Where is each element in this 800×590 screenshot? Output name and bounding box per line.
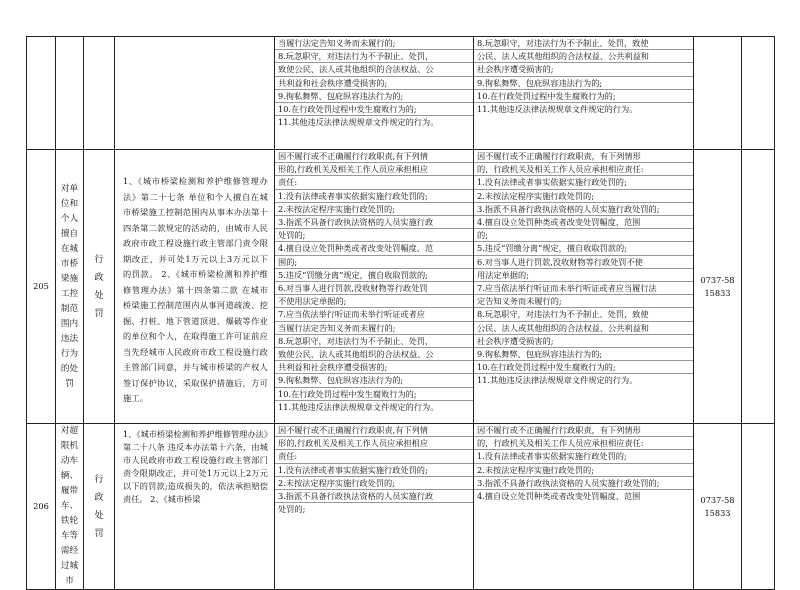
responsibility-line: 8.玩忽职守，对违法行为不予制止、处罚， xyxy=(275,50,473,63)
responsibility-line: 共利益和社会秩序遭受损害的; xyxy=(275,77,473,90)
legal-basis xyxy=(115,37,275,150)
row-number: 205 xyxy=(27,150,56,424)
accountability-line: 因不履行或不正确履行行政职责，有下列情形 xyxy=(474,424,693,437)
accountability-line: 8.玩忽职守，对违法行为不予制止、处罚，致使 xyxy=(474,37,693,50)
responsibility-line: 2.未按法定程序实施行政处罚的; xyxy=(275,477,473,490)
accountability-line: 因不履行或不正确履行行政职责，有下列情形 xyxy=(474,150,693,163)
item-type-text: 行政处罚 xyxy=(94,254,104,319)
responsibility-line: 处罚的; xyxy=(275,229,473,242)
item-type-text: 行政处罚 xyxy=(94,474,104,539)
contact-phone: 0737-58 15833 xyxy=(694,424,742,590)
responsibility-line: 5.违反“罚缴分离”规定，擅自收取罚款的; xyxy=(275,269,473,282)
accountability-line: 2.未按法定程序实施行政处罚的; xyxy=(474,190,693,203)
accountability-line: 定告知义务而未履行的; xyxy=(474,295,693,308)
accountability-line: 11.其他违反法律法规规章文件规定的行为。 xyxy=(477,104,638,115)
accountability-line: 3.指派不具备行政执法资格的人员实施行政处罚的; xyxy=(474,203,693,216)
responsibility-line: 责任: xyxy=(275,176,473,189)
accountability-line: 1.没有法律或者事实依据实施行政处罚的; xyxy=(474,450,693,463)
responsibility-line: 4.擅自设立处罚种类或者改变处罚幅度、范 xyxy=(275,242,473,255)
responsibility-line: 8.玩忽职守，对违法行为不予制止、处罚， xyxy=(275,335,473,348)
accountability-line: 公民、法人或其他组织的合法权益、公共利益和 xyxy=(474,50,693,63)
accountability-line: 的，行政机关及相关工作人员应承担相应责任: xyxy=(474,163,693,176)
accountability-line: 社会秩序遭受损害的; xyxy=(474,63,693,76)
responsibility-line: 致使公民、法人或其他组织的合法权益、公 xyxy=(275,63,473,76)
responsibility-line: 处罚的; xyxy=(278,504,306,515)
accountability-line: 的; xyxy=(474,229,693,242)
item-type xyxy=(84,150,115,424)
accountability-line: 8.玩忽职守，对违法行为不予制止、处罚，致使 xyxy=(474,308,693,321)
responsibility-line: 6.对当事人进行罚款,没收财物等行政处罚 xyxy=(275,282,473,295)
accountability-line: 2.未按法定程序实施行政处罚的; xyxy=(474,464,693,477)
accountability-line: 社会秩序遭受损害的; xyxy=(474,335,693,348)
accountability-line: 的，行政机关及相关工作人员应承担相应责任: xyxy=(474,437,693,450)
table-row xyxy=(27,150,775,424)
responsibility-line: 形的,行政机关及相关工作人员应承担相应 xyxy=(275,437,473,450)
responsibility-line: 3.指派不具备行政执法资格的人员实施行政 xyxy=(275,490,473,503)
accountability-line: 7.应当依法举行听证而未举行听证或者应当履行法 xyxy=(474,282,693,295)
item-type xyxy=(84,37,115,150)
accountability-line: 10.在行政处罚过程中发生腐败行为的; xyxy=(474,361,693,374)
legal-basis-text xyxy=(115,37,274,61)
responsibility-line: 10.在行政处罚过程中发生腐败行为的; xyxy=(275,103,473,116)
responsibility-line: 3.指派不具备行政执法资格的人员实施行政 xyxy=(275,216,473,229)
contact-phone: 0737-58 15833 xyxy=(694,150,742,424)
responsibility-line: 责任: xyxy=(275,450,473,463)
table-row xyxy=(27,37,775,150)
responsibility-line: 2.未按法定程序实施行政处罚的; xyxy=(275,203,473,216)
remarks-cell xyxy=(742,37,775,150)
responsibility-cell xyxy=(275,150,474,424)
responsibility-cell xyxy=(275,37,474,150)
responsibility-line: 当履行法定告知义务而未履行的; xyxy=(275,322,473,335)
row-number xyxy=(27,37,56,150)
responsibility-line: 当履行法定告知义务而未履行的; xyxy=(275,37,473,50)
accountability-cell xyxy=(474,150,694,424)
responsibility-line: 形的,行政机关及相关工作人员应承担相应 xyxy=(275,163,473,176)
row-number: 206 xyxy=(27,424,56,590)
accountability-line: 1.没有法律或者事实依据实施行政处罚的; xyxy=(474,176,693,189)
responsibility-line: 共利益和社会秩序遭受损害的; xyxy=(275,361,473,374)
contact-phone xyxy=(694,37,742,150)
legal-basis-text: 1、《城市桥梁检测和养护维修管理办法》第二十八条 违反本办法第十六条，由城市人民政府市政工程设施行政主管部门责令限期改正，并可处1万元以上2万元以下的罚款;造成损失的，依法承担赔偿责任。 2、《城市桥梁 xyxy=(123,429,268,504)
accountability-line: 9.徇私舞弊、包庇纵容违法行为的; xyxy=(474,348,693,361)
responsibility-table xyxy=(26,36,775,590)
responsibility-line: 11.其他违反法律法规规章文件规定的行为。 xyxy=(278,117,439,128)
accountability-line: 4.擅自设立处罚种类或者改变处罚幅度、范围 xyxy=(477,491,641,502)
item-name: 对单位和个人擅自在城市桥梁施工控制范围内违法行为的处罚 xyxy=(56,150,84,424)
remarks-cell xyxy=(742,150,775,424)
accountability-line: 5.违反“罚缴分离”规定，擅自收取罚款的; xyxy=(474,242,693,255)
accountability-line: 9.徇私舞弊、包庇纵容违法行为的; xyxy=(474,77,693,90)
responsibility-line: 围的; xyxy=(275,256,473,269)
accountability-line: 10.在行政处罚过程中发生腐败行为的; xyxy=(474,90,693,103)
responsibility-line: 不使用法定单据的; xyxy=(275,295,473,308)
responsibility-line: 10.在行政处罚过程中发生腐败行为的; xyxy=(275,388,473,401)
responsibility-line: 致使公民、法人或其他组织的合法权益、公 xyxy=(275,348,473,361)
legal-basis xyxy=(115,150,275,424)
accountability-line: 11.其他违反法律法规规章文件规定的行为。 xyxy=(477,375,638,386)
item-name: 对超限机动车辆、履带车、铁轮车等需经过城市 xyxy=(56,424,84,590)
responsibility-line: 7.应当依法举行听证而未举行听证或者应 xyxy=(275,308,473,321)
accountability-line: 3.指派不具备行政执法资格的人员实施行政处罚的; xyxy=(474,477,693,490)
accountability-cell xyxy=(474,37,694,150)
accountability-line: 4.擅自设立处罚种类或者改变处罚幅度、范围 xyxy=(474,216,693,229)
accountability-line: 公民、法人或其他组织的合法权益、公共利益和 xyxy=(474,322,693,335)
responsibility-line: 因不履行或不正确履行行政职责,有下列情 xyxy=(275,150,473,163)
legal-basis-text: 1、《城市桥梁检测和养护维修管理办法》第二十七条 单位和个人擅自在城市桥梁施工控制范围内从事本办法第十四条第二款规定的活动的，由城市人民政府市政工程设施行政主管部门责令限期改正，并可处1万元以上3万元以下的罚款。 2、《城市桥梁检测和养护维修管理办法》第十四条第二款 在城市桥梁施工控制范围内从事河道疏浚、挖掘、打桩、地下管道顶进、爆破等作业的单位和个人，在取得施工许可证前应当先经城市人民政府市政工程设施行政主管部门同意，并与城市桥梁的产权人签订保护协议，采取保护措施后，方可施工。 xyxy=(123,176,268,403)
responsibility-line: 9.徇私舞弊、包庇纵容违法行为的; xyxy=(275,374,473,387)
responsibility-line: 1.没有法律或者事实依据实施行政处罚的; xyxy=(275,190,473,203)
accountability-line: 用法定单据的; xyxy=(474,269,693,282)
accountability-line: 6.对当事人进行罚款,没收财物等行政处罚不使 xyxy=(474,256,693,269)
item-name xyxy=(56,37,84,150)
responsibility-line: 11.其他违反法律法规规章文件规定的行为。 xyxy=(278,401,439,412)
responsibility-line: 因不履行或不正确履行行政职责,有下列情 xyxy=(275,424,473,437)
responsibility-line: 1.没有法律或者事实依据实施行政处罚的; xyxy=(275,464,473,477)
responsibility-line: 9.徇私舞弊、包庇纵容违法行为的; xyxy=(275,90,473,103)
